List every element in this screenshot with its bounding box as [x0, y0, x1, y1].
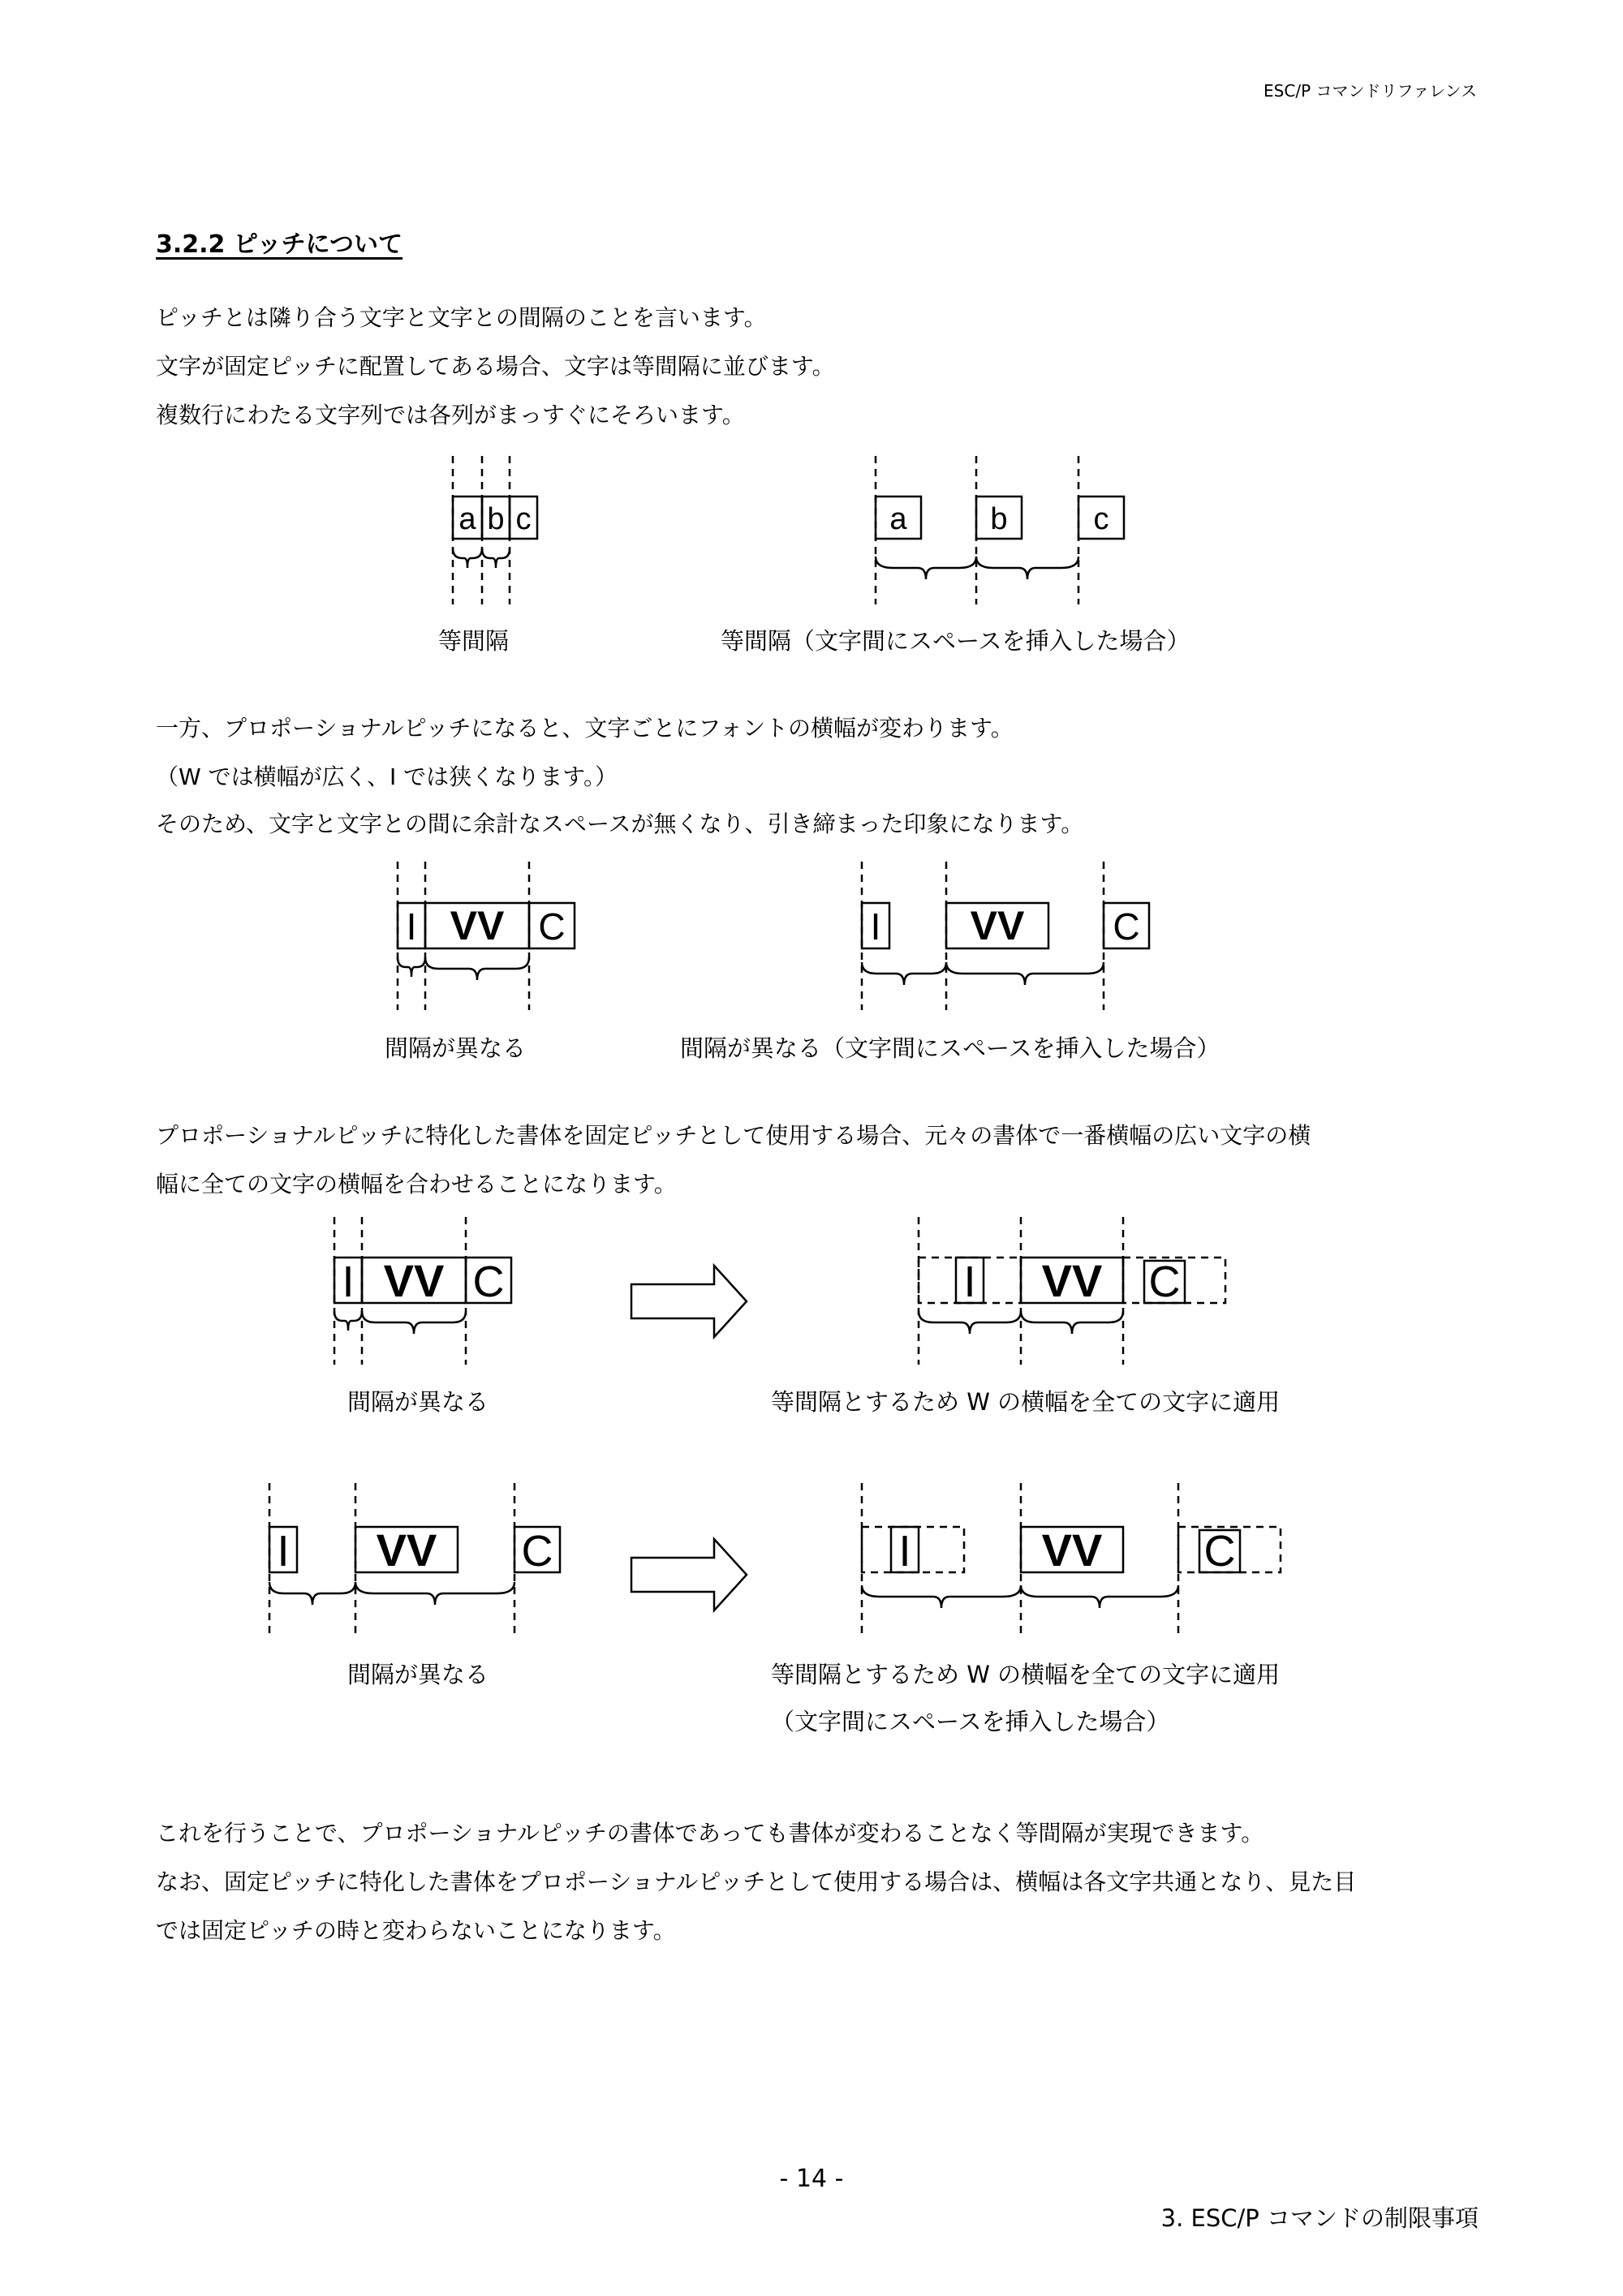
fig4-left-caption: 間隔が異なる — [347, 1661, 489, 1688]
letter-c: C — [472, 1258, 505, 1306]
intro-line-3: 複数行にわたる文字列では各列がまっすぐにそろいます。 — [156, 402, 745, 428]
letter-i-equal: I — [963, 1258, 976, 1306]
conclusion-line-2: なお、固定ピッチに特化した書体をプロポーショナルピッチとして使用する場合は、横幅は各文字共通となり、見た目 — [156, 1868, 1357, 1895]
proportional-line-3: そのため、文字と文字との間に余計なスペースが無くなり、引き締まった印象になります。 — [156, 810, 1084, 837]
letter-i: I — [277, 1527, 290, 1576]
proportional-line-2: （W では横幅が広く、I では狭くなります。） — [156, 763, 618, 790]
arrow-right-icon — [631, 1539, 747, 1610]
brace — [355, 1582, 514, 1605]
running-header: ESC/P コマンドリファレンス — [1264, 81, 1477, 101]
letter-w-equal: VV — [1041, 1255, 1103, 1306]
letter-w-equal: VV — [1041, 1524, 1103, 1576]
letter-a-spaced: a — [889, 502, 907, 536]
letter-w-spaced: VV — [970, 903, 1025, 948]
intro-line-1: ピッチとは隣り合う文字と文字との間隔のことを言います。 — [156, 304, 767, 331]
fig2-left-caption: 間隔が異なる — [385, 1034, 527, 1062]
fig1-right-caption: 等間隔（文字間にスペースを挿入した場合） — [721, 627, 1190, 655]
letter-c-equal: C — [1148, 1258, 1181, 1306]
fig4-right-caption-2: （文字間にスペースを挿入した場合） — [771, 1708, 1170, 1735]
letter-i-equal: I — [898, 1527, 911, 1576]
brace — [1021, 1585, 1178, 1608]
letter-i: I — [342, 1258, 355, 1306]
brace — [269, 1582, 355, 1605]
proportional-line-1: 一方、プロポーショナルピッチになると、文字ごとにフォントの横幅が変わります。 — [156, 715, 1014, 742]
fixed-use-line-2: 幅に全ての文字の横幅を合わせることになります。 — [156, 1171, 677, 1197]
letter-c: C — [521, 1527, 553, 1576]
letter-c-spaced: C — [1113, 905, 1140, 948]
section-title: 3.2.2 ピッチについて — [156, 230, 403, 259]
conclusion-line-1: これを行うことで、プロポーショナルピッチの書体であっても書体が変わることなく等間隔が実現できます。 — [156, 1820, 1264, 1847]
letter-w: VV — [376, 1524, 437, 1576]
letter-i: I — [406, 905, 417, 948]
chapter-footer: 3. ESC/P コマンドの制限事項 — [1160, 2204, 1479, 2232]
conclusion-line-3: では固定ピッチの時と変わらないことになります。 — [156, 1917, 676, 1944]
letter-w: VV — [450, 903, 505, 948]
letter-b: b — [487, 502, 505, 536]
page-number: - 14 - — [779, 2165, 844, 2193]
letter-c-spaced: c — [1093, 502, 1109, 536]
fig1-left-caption: 等間隔 — [438, 627, 510, 655]
fixed-use-line-1: プロポーショナルピッチに特化した書体を固定ピッチとして使用する場合、元々の書体で一番横幅の広い文字の横 — [156, 1122, 1311, 1149]
fig3-right-caption: 等間隔とするため W の横幅を全ての文字に適用 — [771, 1388, 1281, 1416]
intro-line-2: 文字が固定ピッチに配置してある場合、文字は等間隔に並びます。 — [156, 353, 835, 380]
letter-b-spaced: b — [990, 502, 1008, 536]
fig4-right-caption-1: 等間隔とするため W の横幅を全ての文字に適用 — [771, 1661, 1281, 1688]
letter-c: c — [515, 502, 532, 536]
fig2-right-caption: 間隔が異なる（文字間にスペースを挿入した場合） — [680, 1034, 1220, 1062]
fig3-left-caption: 間隔が異なる — [347, 1388, 489, 1416]
letter-w: VV — [383, 1255, 445, 1306]
letter-c: C — [538, 905, 566, 948]
letter-a: a — [458, 502, 476, 536]
letter-c-equal: C — [1203, 1527, 1236, 1576]
brace — [862, 1585, 1021, 1608]
letter-i-spaced: I — [870, 905, 881, 948]
